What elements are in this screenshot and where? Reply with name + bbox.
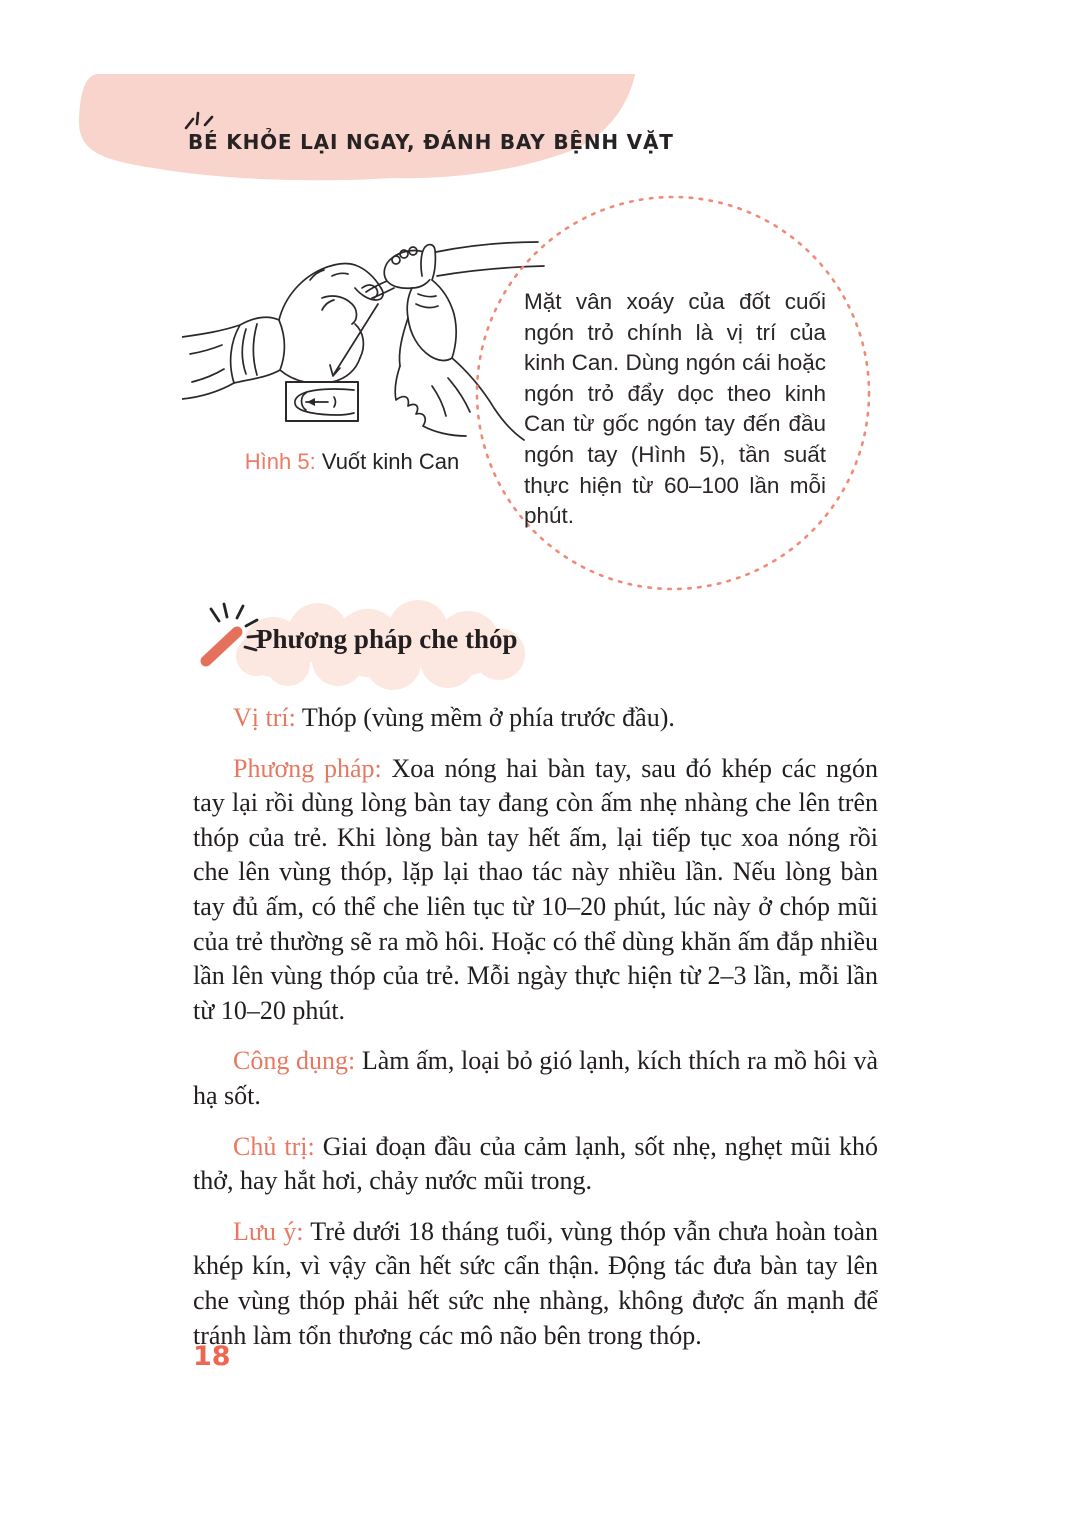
paragraph-text: Trẻ dưới 18 tháng tuổi, vùng thóp vẫn chưa hoàn toàn khép kín, vì vậy cần hết sức cẩn thận. Động tác đưa bàn tay lên che vùng thóp phải hết sức nhẹ nhàng, không được ấn mạnh để tránh làm tổn thương các mô não bên trong thóp. [193,1216,879,1350]
body-text-column [193,701,878,1369]
paragraph-label: Công dụng: [233,1046,356,1076]
circle-note-text: Mặt vân xoáy của đốt cuối ngón trỏ chính là vị trí của kinh Can. Dùng ngón cái hoặc ngón trỏ đẩy dọc theo kinh Can từ gốc ngón tay đến đầu ngón tay (Hình 5), tần suất thực hiện từ 60–100 lần mỗi phút. [524,289,826,529]
paragraph-phuong-phap [193,752,878,1029]
paragraph-text: Thóp (vùng mềm ở phía trước đầu). [295,703,675,732]
figure-caption-text: Vuốt kinh Can [315,449,460,474]
section-title: Phương pháp che thóp [256,624,518,654]
paragraph-text: Làm ấm, loại bỏ gió lạnh, kích thích ra mồ hôi và hạ sốt. [193,1046,878,1110]
figure-caption [182,449,522,475]
page-number: 18 [193,1341,231,1372]
paragraph-label: Vị trí: [233,703,296,732]
chapter-header-title: BÉ KHỎE LẠI NGAY, ĐÁNH BAY BỆNH VẶT [188,130,674,154]
paragraph-label: Chủ trị: [233,1131,315,1161]
paragraph-vi-tri [193,701,878,736]
paragraph-label: Lưu ý: [233,1216,304,1246]
paragraph-cong-dung [193,1044,878,1113]
paragraph-label: Phương pháp: [233,753,382,783]
paragraph-text: Xoa nóng hai bàn tay, sau đó khép các ngón tay lại rồi dùng lòng bàn tay đang còn ấm nhẹ nhàng che lên trên thóp của trẻ. Khi lòng bàn tay hết ấm, lại tiếp tục xoa nóng rồi che lên vùng thóp, lặp lại thao tác này nhiều lần. Nếu lòng bàn tay đủ ấm, có thể che liên tục từ 10–20 phút, lúc này ở chóp mũi của trẻ thường sẽ ra mồ hôi. Hoặc có thể dùng khăn ấm đắp nhiều lần lên vùng thóp của trẻ. Mỗi ngày thực hiện từ 2–3 lần, mỗi lần từ 10–20 phút. [193,753,878,1025]
paragraph-chu-tri [193,1130,878,1199]
figure-caption-label: Hình 5: [244,449,316,474]
paragraph-text: Giai đoạn đầu của cảm lạnh, sốt nhẹ, nghẹt mũi khó thở, hay hắt hơi, chảy nước mũi trong. [193,1131,879,1196]
paragraph-luu-y [193,1215,878,1353]
